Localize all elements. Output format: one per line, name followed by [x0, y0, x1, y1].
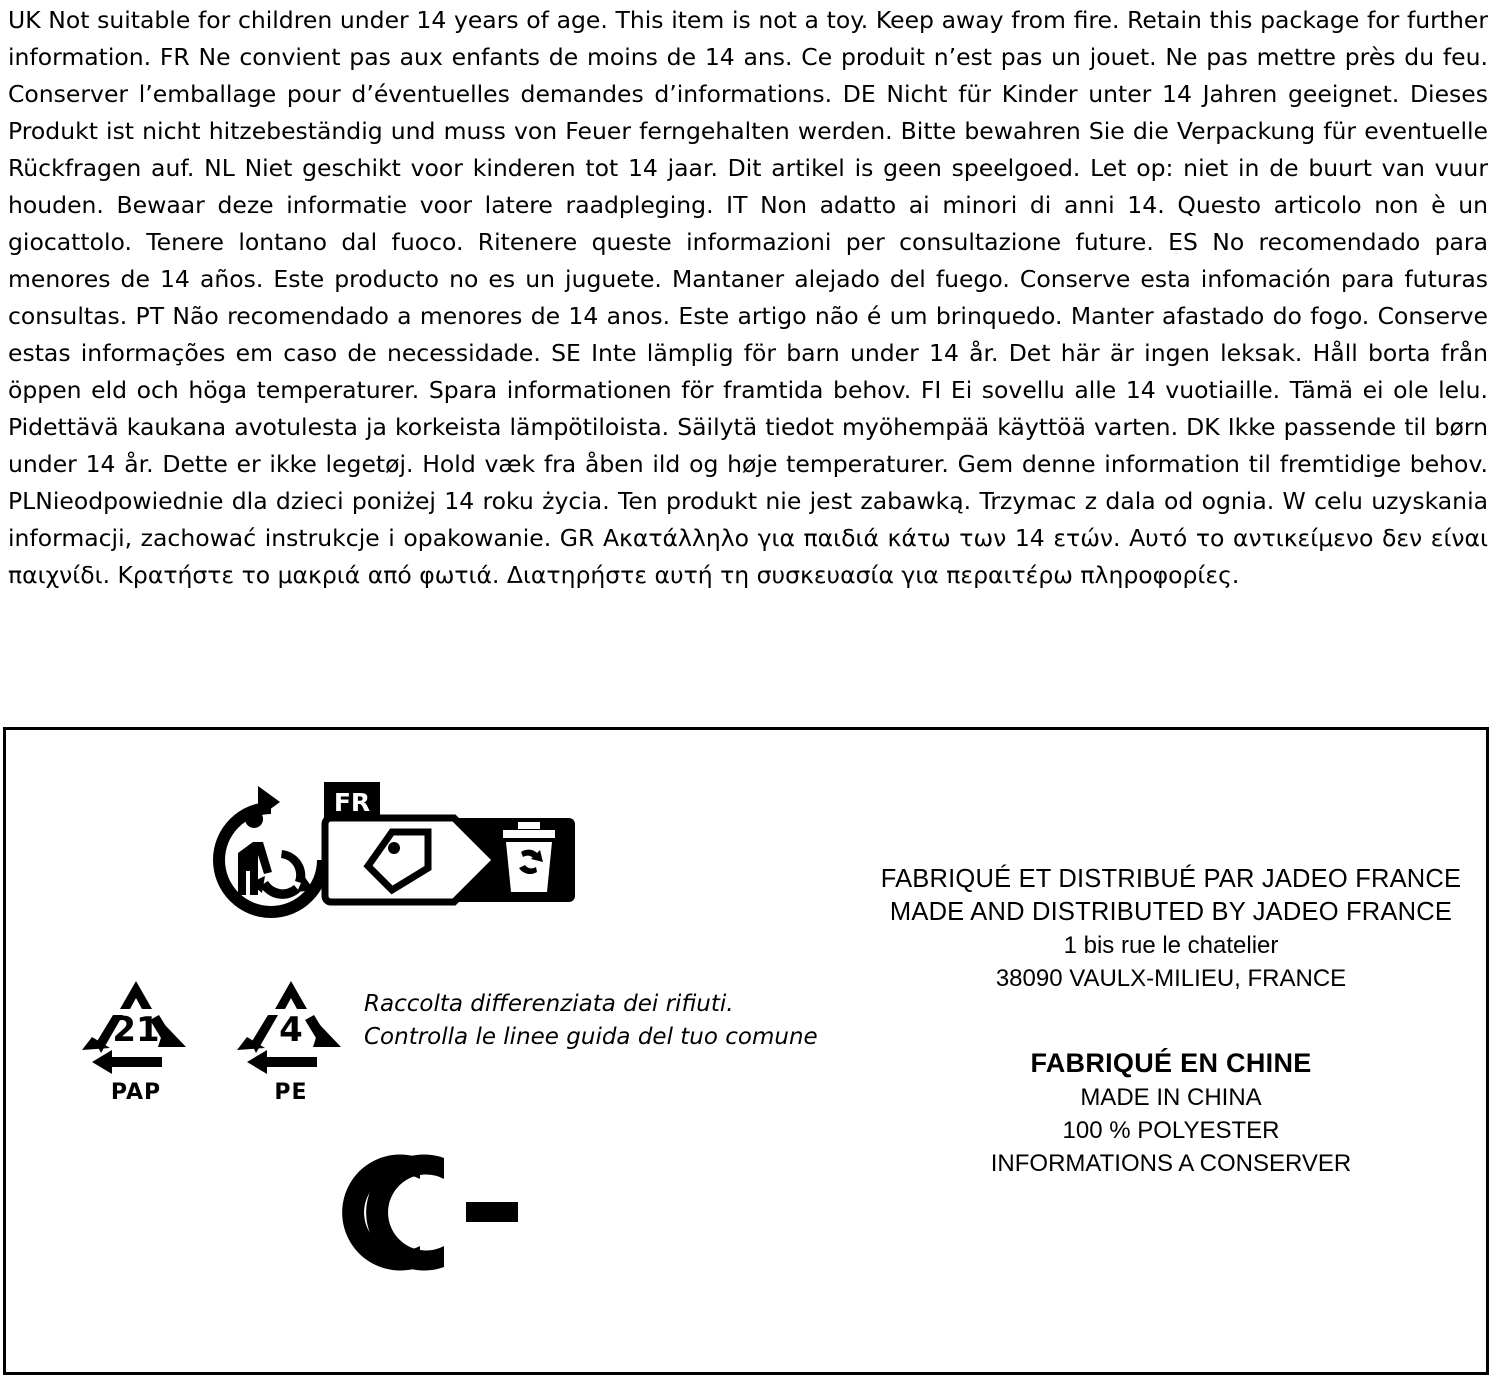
manufacturer-city: 38090 VAULX-MILIEU, FRANCE — [995, 965, 1347, 992]
recycling-code-material: PAP — [110, 1080, 162, 1105]
origin-block — [851, 1045, 1491, 1180]
origin-fr: FABRIQUÉ EN CHINE — [1030, 1048, 1312, 1078]
recycling-note-line-2: Controlla le linee guida del tuo comune — [364, 1024, 818, 1050]
svg-text:FR: FR — [333, 788, 371, 817]
recycling-code-pap — [76, 975, 196, 1105]
manufacturer-street: 1 bis rue le chatelier — [1063, 932, 1279, 959]
ce-marking-icon — [316, 1150, 546, 1275]
label-info-panel — [3, 727, 1489, 1375]
recycling-code-number: 4 — [279, 1010, 303, 1050]
recycling-code-number: 21 — [112, 1010, 160, 1050]
manufacturer-column — [851, 730, 1491, 1372]
origin-en: MADE IN CHINA — [1080, 1084, 1262, 1111]
manufacturer-line-fr: FABRIQUÉ ET DISTRIBUÉ PAR JADEO FRANCE — [880, 865, 1462, 893]
recycling-note-line-1: Raccolta differenziata dei rifiuti. — [364, 991, 734, 1017]
recycling-note — [364, 988, 824, 1054]
recycling-code-pe — [231, 975, 351, 1105]
recycling-codes-group — [76, 975, 366, 1110]
manufacturer-address-block — [851, 863, 1491, 995]
triman-recycling-icon — [196, 780, 596, 940]
material-composition: 100 % POLYESTER — [1062, 1117, 1280, 1144]
recycling-code-material: PE — [274, 1080, 308, 1105]
retain-info-notice: INFORMATIONS A CONSERVER — [990, 1150, 1352, 1177]
symbols-column — [6, 730, 836, 1372]
multilingual-warning-text: UK Not suitable for children under 14 years of age. This item is not a toy. Keep away from fire. Retain this package for further information. FR Ne convient pas aux enfants de moins de 14 ans. Ce produit n’est pas un jouet. Ne pas mettre près du feu. Conserver l’emballage pour d’éventuelles demandes d’informations. DE Nicht für Kinder unter 14 Jahren geeignet. Dieses Produkt ist nicht hitzebeständig und muss von Feuer ferngehalten werden. Bitte bewahren Sie die Verpackung für eventuelle Rückfragen auf. NL Niet geschikt voor kinderen tot 14 jaar. Dit artikel is geen speelgoed. Let op: niet in de buurt van vuur houden. Bewaar deze informatie voor latere raadpleging. IT Non adatto ai minori di anni 14. Questo articolo non è un giocattolo. Tenere lontano dal fuoco. Ritenere queste informazioni per consultazione future. ES No recomendado para menores de 14 años. Este producto no es un juguete. Mantaner alejado del fuego. Conserve esta infomación para futuras consultas. PT Não recomendado a menores de 14 anos. Este artigo não é um brinquedo. Manter afastado do fogo. Conserve estas informações em caso de necessidade. SE Inte lämplig för barn under 14 år. Det här är ingen leksak. Håll borta från öppen eld och höga temperaturer. Spara informationen för framtida behov. FI Ei sovellu alle 14 vuotiaille. Tämä ei ole lelu. Pidettävä kaukana avotulesta ja korkeista lämpötiloista. Säilytä tiedot myöhempää käyttöä varten. DK Ikke passende til børn under 14 år. Dette er ikke legetøj. Hold væk fra åben ild og høje temperaturer. Gem denne information til fremtidige behov. PLNieodpowiednie dla dzieci poniżej 14 roku życia. Ten produkt nie jest zabawką. Trzymac z dala od ognia. W celu uzyskania informacji, zachować instrukcje i opakowanie. GR Ακατάλληλο για παιδιά κάτω των 14 ετών. Αυτό το αντικείμενο δεν είναι παιχνίδι. Κρατήστε το μακριά από φωτιά. Διατηρήστε αυτή τη συσκευασία για περαιτέρω πληροφορίες. — [8, 6, 1488, 589]
manufacturer-line-en: MADE AND DISTRIBUTED BY JADEO FRANCE — [889, 898, 1453, 926]
